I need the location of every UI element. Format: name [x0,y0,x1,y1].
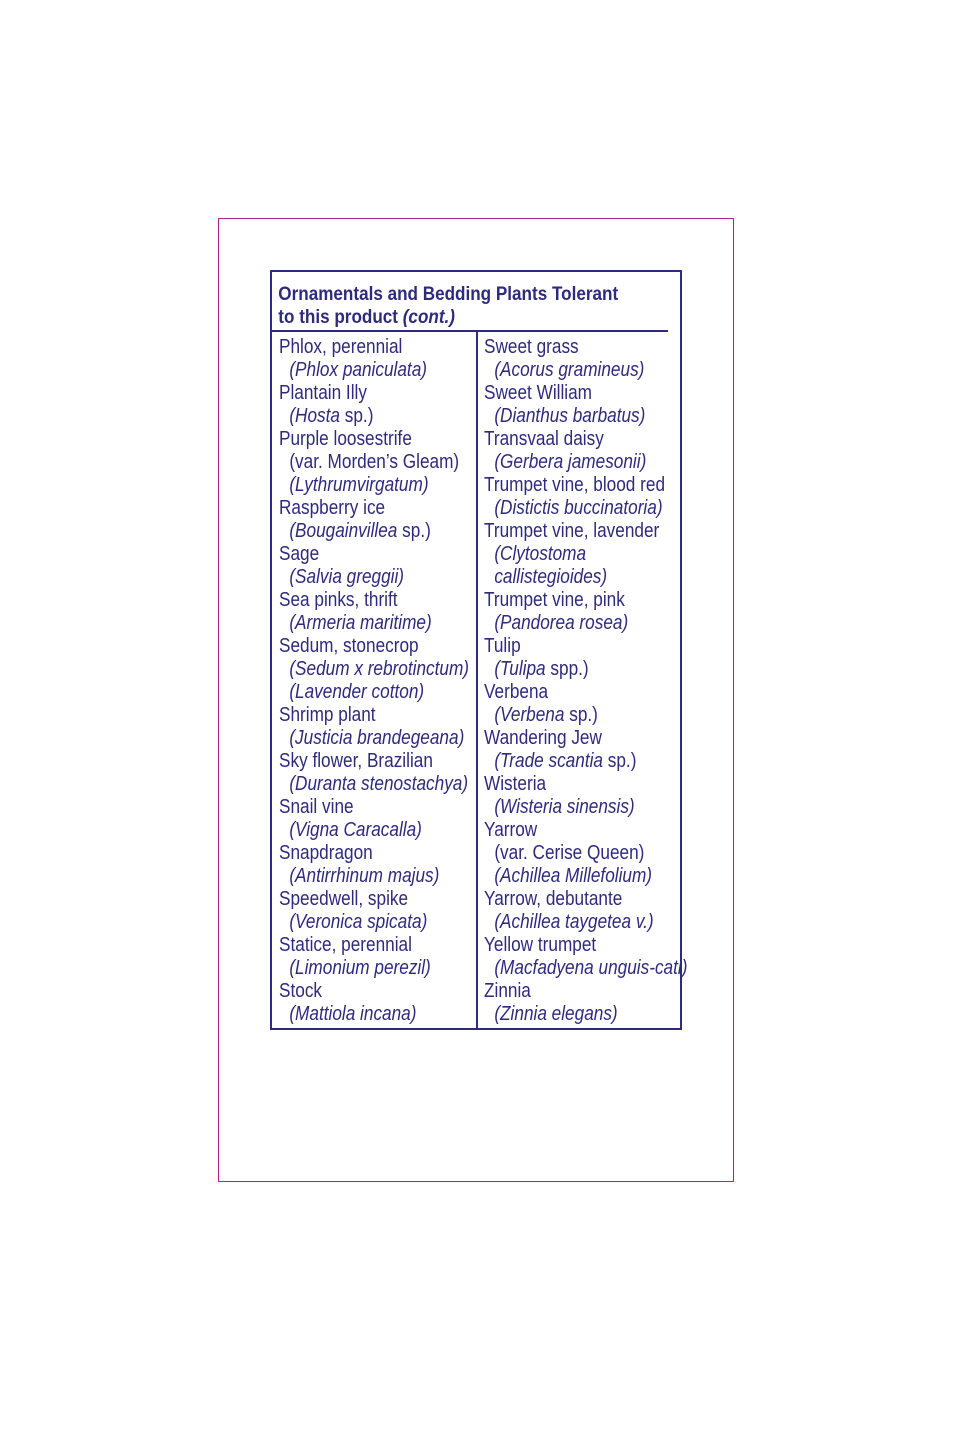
plant-entry [279,497,469,543]
scientific-name-italic: (Gerbera jamesonii) [494,451,647,473]
plant-scientific-name [279,451,469,474]
plant-scientific-name [484,658,687,681]
plant-common-name: Trumpet vine, blood red [484,474,666,496]
plant-entry [279,382,469,428]
plant-scientific-name [279,681,469,704]
plant-entry [279,543,469,589]
scientific-name-suffix: spp.) [545,658,589,680]
scientific-name-suffix: sp.) [602,750,637,772]
plant-common-name: Sweet grass [484,336,579,358]
plant-scientific-name [279,612,469,635]
scientific-name-italic: (Justicia brandegeana) [289,727,465,749]
plant-common-name: Yarrow, debutante [484,888,623,910]
plant-scientific-name [484,566,687,589]
plant-common-name: Yellow trumpet [484,934,597,956]
plant-scientific-name [279,359,469,382]
plant-scientific-name [484,359,687,382]
plant-entry [484,681,687,727]
plant-common-name: Statice, perennial [279,934,412,956]
plant-common-name: Speedwell, spike [279,888,409,910]
scientific-name-italic: (Pandorea rosea) [494,612,629,634]
scientific-name-italic: (Sedum x rebrotinctum) [289,658,470,680]
plant-common-name: Sea pinks, thrift [279,589,398,611]
right-column [484,336,687,1026]
plant-entry [484,520,687,589]
plant-common-name: Zinnia [484,980,531,1002]
plant-scientific-name [484,865,687,888]
plant-common-name: Trumpet vine, lavender [484,520,660,542]
scientific-name-italic: (Bougainvillea [289,520,398,542]
scientific-name-italic: (Hosta [289,405,340,427]
plant-entry [484,336,687,382]
plant-scientific-name [484,1003,687,1026]
plant-scientific-name [279,658,469,681]
table-title-line2 [278,306,668,329]
plant-scientific-name [279,773,469,796]
plant-scientific-name [484,451,687,474]
plant-common-name: Yarrow [484,819,538,841]
plant-scientific-name [484,911,687,934]
scientific-name-italic: (Limonium perezil) [289,957,431,979]
cont-label: (cont.) [402,307,455,328]
table-header [272,272,668,332]
plant-common-name: Snail vine [279,796,354,818]
plant-scientific-name [484,750,687,773]
plant-scientific-name [279,405,469,428]
plant-scientific-name [279,819,469,842]
plant-common-name: Transvaal daisy [484,428,604,450]
plant-entry [279,704,469,750]
plant-scientific-name [484,405,687,428]
plant-scientific-name [279,957,469,980]
plant-entry [279,750,469,796]
scientific-name-italic: (Armeria maritime) [289,612,432,634]
plant-entry [279,336,469,382]
plant-scientific-name [279,520,469,543]
scientific-name-suffix: sp.) [397,520,431,542]
plant-entry [484,727,687,773]
plant-entry [279,980,469,1026]
plant-scientific-name [484,842,687,865]
plant-common-name: Purple loosestrife [279,428,412,450]
plant-entry [279,842,469,888]
plant-scientific-name [279,474,469,497]
scientific-name-italic: (Verbena [494,704,565,726]
plant-scientific-name [484,612,687,635]
scientific-name-italic: (Wisteria sinensis) [494,796,635,818]
scientific-name-suffix: (var. Cerise Queen) [494,842,645,864]
plant-entry [484,934,687,980]
plant-scientific-name [484,957,687,980]
table-title: Ornamentals and Bedding Plants Tolerant [278,284,619,305]
plant-entry [484,589,687,635]
scientific-name-italic: (Trade scantia [494,750,603,772]
plant-common-name: Sky flower, Brazilian [279,750,433,772]
plant-entry [279,796,469,842]
scientific-name-italic: (Achillea Millefolium) [494,865,653,887]
plant-scientific-name [279,865,469,888]
scientific-name-italic: (Achillea taygetea v.) [494,911,654,933]
plant-scientific-name [279,911,469,934]
plant-common-name: Tulip [484,635,521,657]
plant-entry [484,888,687,934]
scientific-name-suffix: (var. Morden’s Gleam) [289,451,460,473]
table-body [272,330,688,1028]
scientific-name-italic: (Duranta stenostachya) [289,773,469,795]
plant-entry [279,888,469,934]
column-divider [476,330,478,1028]
plant-entry [484,382,687,428]
plant-entry [484,635,687,681]
scientific-name-italic: (Salvia greggii) [289,566,405,588]
plant-common-name: Snapdragon [279,842,373,864]
plant-entry [484,773,687,819]
scientific-name-suffix: sp.) [564,704,598,726]
scientific-name-italic: (Mattiola incana) [289,1003,417,1025]
plant-common-name: Shrimp plant [279,704,376,726]
plant-scientific-name [484,497,687,520]
left-column [279,336,469,1026]
plant-common-name: Raspberry ice [279,497,386,519]
scientific-name-suffix: sp.) [339,405,374,427]
scientific-name-italic: (Dianthus barbatus) [494,405,646,427]
plant-entry [484,474,687,520]
scientific-name-italic: (Zinnia elegans) [494,1003,618,1025]
plant-common-name: Verbena [484,681,549,703]
plant-scientific-name [484,704,687,727]
plant-scientific-name [279,1003,469,1026]
scientific-name-italic: (Clytostoma [494,543,587,565]
scientific-name-italic: (Macfadyena unguis-cati) [494,957,688,979]
plant-common-name: Sage [279,543,320,565]
plants-table [270,270,688,1030]
plant-entry [279,635,469,704]
plant-common-name: Sedum, stonecrop [279,635,419,657]
plant-scientific-name [484,543,687,566]
plant-entry [484,428,687,474]
plant-entry [279,428,469,497]
scientific-name-italic: (Lavender cotton) [289,681,425,703]
plant-common-name: Plantain Illy [279,382,367,404]
scientific-name-italic: (Distictis buccinatoria) [494,497,663,519]
plant-common-name: Trumpet vine, pink [484,589,625,611]
plant-common-name: Wandering Jew [484,727,602,749]
table-title-line2-text: to this product [278,307,398,328]
scientific-name-italic: (Lythrumvirgatum) [289,474,429,496]
plant-scientific-name [279,727,469,750]
plant-scientific-name [279,566,469,589]
scientific-name-italic: (Antirrhinum majus) [289,865,440,887]
plant-scientific-name [484,796,687,819]
plant-entry [484,980,687,1026]
plant-entry [484,819,687,888]
plant-common-name: Wisteria [484,773,547,795]
scientific-name-italic: (Acorus gramineus) [494,359,645,381]
plant-common-name: Stock [279,980,323,1002]
plant-entry [279,589,469,635]
plant-entry [279,934,469,980]
scientific-name-italic: (Tulipa [494,658,546,680]
plant-common-name: Phlox, perennial [279,336,403,358]
plant-common-name: Sweet William [484,382,592,404]
scientific-name-italic: (Veronica spicata) [289,911,428,933]
scientific-name-italic: (Vigna Caracalla) [289,819,422,841]
scientific-name-italic: callistegioides) [494,566,608,588]
scientific-name-italic: (Phlox paniculata) [289,359,428,381]
